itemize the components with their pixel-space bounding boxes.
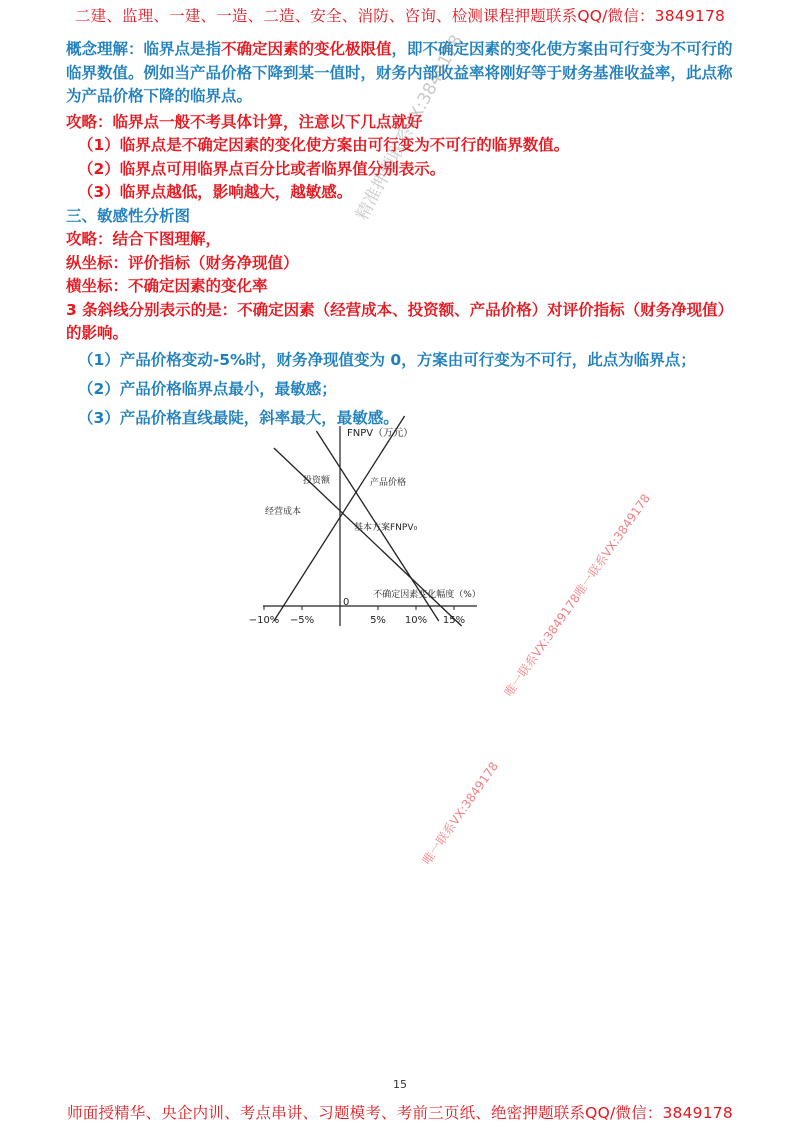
x-axis-note: 横坐标：不确定因素的变化率 (66, 277, 268, 295)
tips-item-2: （2）临界点可用临界点百分比或者临界值分别表示。 (78, 159, 446, 178)
concept-rest: ，即不确定因素的变化使方案由可行变为不可行的临界数值。例如当产品价格下降到某一值时，财务内部收益率将刚好等于财务基准收益率，此点称为产品价格下降的临界点。 (66, 40, 733, 105)
tips-item-3: （3）临界点越低，影响越大，越敏感。 (78, 183, 353, 201)
watermark-3: 唯一联系VX:3849178 (419, 759, 502, 868)
section-title: 三、敏感性分析图 (66, 206, 191, 225)
series-label-investment: 投资额 (303, 476, 331, 486)
point-1: （1）产品价格变动-5%时，财务净现值变为 0，方案由可行变为不可行，此点为临界点； (78, 350, 696, 369)
x-tick-label: 5% (370, 615, 386, 626)
page-number: 15 (393, 1078, 407, 1091)
tips-item-1: （1）临界点是不确定因素的变化使方案由可行变为不可行的临界数值。 (78, 136, 570, 154)
x-tick-label: −5% (289, 615, 315, 626)
watermark-2: 唯一联系VX:3849178唯一联系VX:3849178 (501, 491, 653, 700)
base-case-label: 基本方案FNPV₀ (354, 523, 418, 533)
footer-banner: 师面授精华、央企内训、考点串讲、习题模考、考前三页纸、绝密押题联系QQ/微信：3849178 (67, 1104, 733, 1122)
x-tick-label: 15% (442, 615, 466, 626)
page-content (66, 38, 746, 433)
concept-paragraph (66, 38, 746, 109)
series-label-product-price: 产品价格 (370, 478, 407, 488)
y-axis-label: FNPV（万元） (347, 428, 414, 439)
lines-note: 3 条斜线分别表示的是：不确定因素（经营成本、投资额、产品价格）对评价指标（财务净现值）的影响。 (66, 300, 734, 342)
concept-highlight: 不确定因素的变化极限值 (221, 40, 392, 58)
x-tick-label: −10% (248, 615, 280, 626)
point-3: （3）产品价格直线最陡，斜率最大，最敏感。 (78, 408, 399, 427)
point-2: （2）产品价格临界点最小，最敏感； (78, 379, 337, 398)
tips-heading: 攻略：临界点一般不考具体计算，注意以下几点就好 (66, 112, 423, 131)
origin-label: 0 (343, 597, 350, 608)
header-banner: 二建、监理、一建、一造、二造、安全、消防、咨询、检测课程押题联系QQ/微信：3849178 (74, 7, 726, 25)
strategy-line: 攻略：结合下图理解， (66, 230, 222, 248)
series-label-operating-cost: 经营成本 (265, 507, 302, 517)
x-axis-label: 不确定因素变化幅度（%） (373, 590, 481, 600)
watermark-1: 精准押题联系VX:3849178 (352, 31, 468, 224)
y-axis-note: 纵坐标：评价指标（财务净现值） (66, 253, 299, 272)
x-tick-label: 10% (404, 615, 428, 626)
sensitivity-chart (248, 418, 485, 633)
concept-label: 概念理解：临界点是指 (66, 40, 222, 58)
